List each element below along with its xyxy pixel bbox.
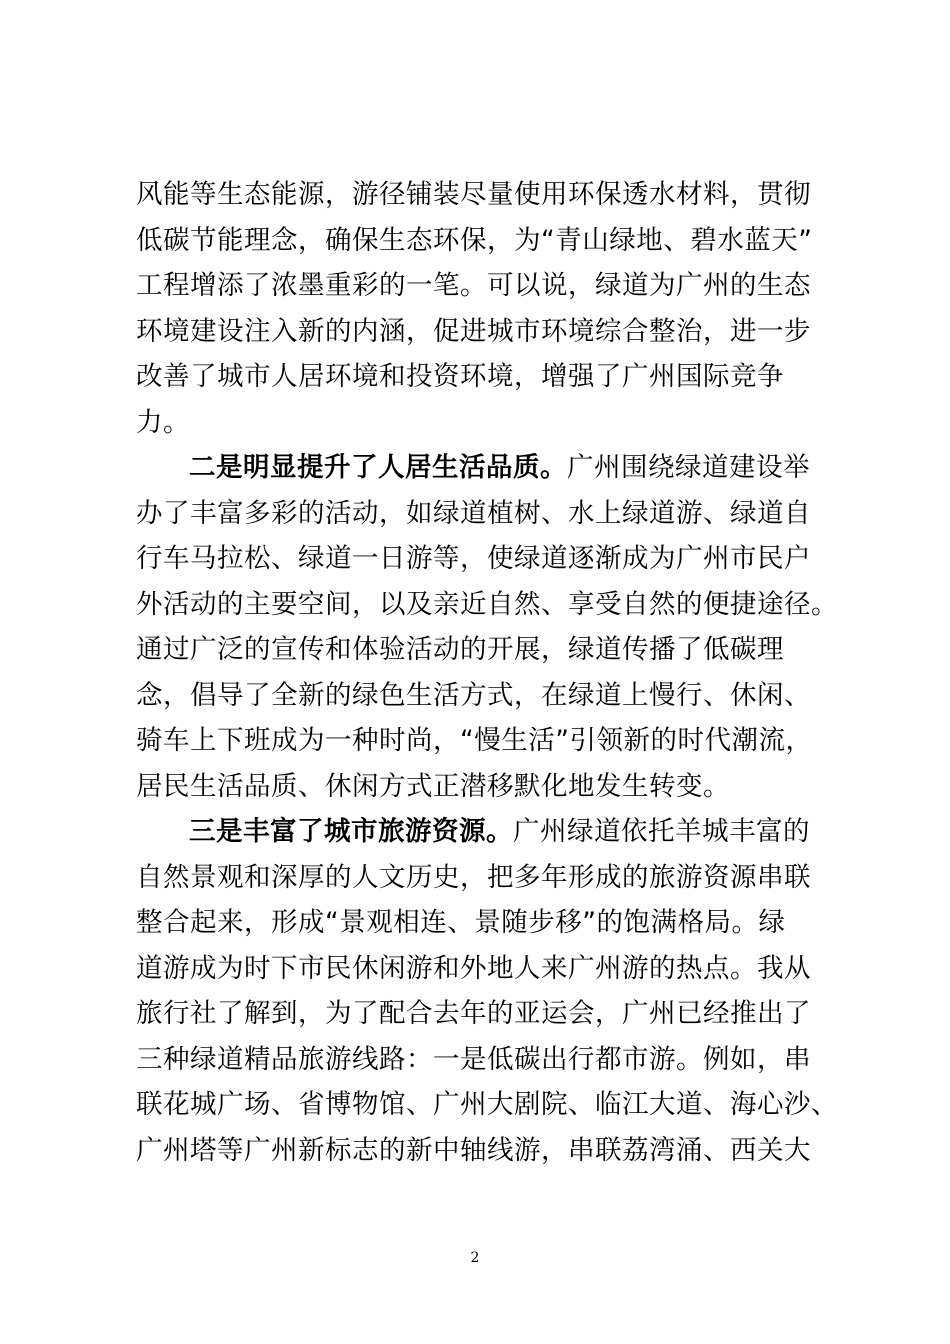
text-line: 力。 xyxy=(136,406,190,438)
text-line: 通过广泛的宣传和体验活动的开展，绿道传播了低碳理 xyxy=(136,634,784,665)
body-text xyxy=(136,172,838,1173)
page-number: 2 xyxy=(470,1250,480,1266)
text-line: 环境建设注入新的内涵，促进城市环境综合整治，进一步 xyxy=(136,315,811,347)
paragraph-1 xyxy=(136,172,816,445)
paragraph-lead-heading: 二是明显提升了人居生活品质。 xyxy=(189,452,567,483)
text-line: 三种绿道精品旅游线路：一是低碳出行都市游。例如，串 xyxy=(136,1043,811,1075)
text-line-first xyxy=(136,445,816,491)
text-line: 工程增添了浓墨重彩的一笔。可以说，绿道为广州的生态 xyxy=(136,270,811,301)
paragraph-first-line-text: 广州绿道依托羊城丰富的 xyxy=(513,816,810,847)
paragraph-lead-heading: 三是丰富了城市旅游资源。 xyxy=(189,816,513,847)
paragraph-2 xyxy=(136,445,838,809)
text-line: 广州塔等广州新标志的新中轴线游，串联荔湾涌、西关大 xyxy=(136,1134,811,1166)
text-line: 联花城广场、省博物馆、广州大剧院、临江大道、海心沙、 xyxy=(136,1089,838,1120)
text-line: 骑车上下班成为一种时尚，“慢生活”引领新的时代潮流， xyxy=(136,725,813,756)
paragraph-3 xyxy=(136,809,838,1173)
text-line: 念，倡导了全新的绿色生活方式，在绿道上慢行、休闲、 xyxy=(136,679,811,711)
text-line: 整合起来，形成“景观相连、景随步移”的饱满格局。绿 xyxy=(136,907,786,938)
text-line: 居民生活品质、休闲方式正潜移默化地发生转变。 xyxy=(136,770,730,802)
text-line: 自然景观和深厚的人文历史，把多年形成的旅游资源串联 xyxy=(136,861,811,893)
paragraph-first-line-text: 广州围绕绿道建设举 xyxy=(567,452,810,483)
text-line: 风能等生态能源，游径铺装尽量使用环保透水材料，贯彻 xyxy=(136,179,811,210)
text-line: 外活动的主要空间，以及亲近自然、享受自然的便捷途径。 xyxy=(136,588,838,620)
text-line-first xyxy=(136,809,816,855)
text-line: 改善了城市人居环境和投资环境，增强了广州国际竞争 xyxy=(136,361,784,392)
text-line: 低碳节能理念，确保生态环保，为“青山绿地、碧水蓝天” xyxy=(136,224,813,256)
text-line: 旅行社了解到，为了配合去年的亚运会，广州已经推出了 xyxy=(136,998,811,1029)
text-line: 道游成为时下市民休闲游和外地人来广州游的热点。我从 xyxy=(136,952,811,984)
text-line: 行车马拉松、绿道一日游等，使绿道逐渐成为广州市民户 xyxy=(136,543,811,574)
text-line: 办了丰富多彩的活动，如绿道植树、水上绿道游、绿道自 xyxy=(136,497,811,529)
